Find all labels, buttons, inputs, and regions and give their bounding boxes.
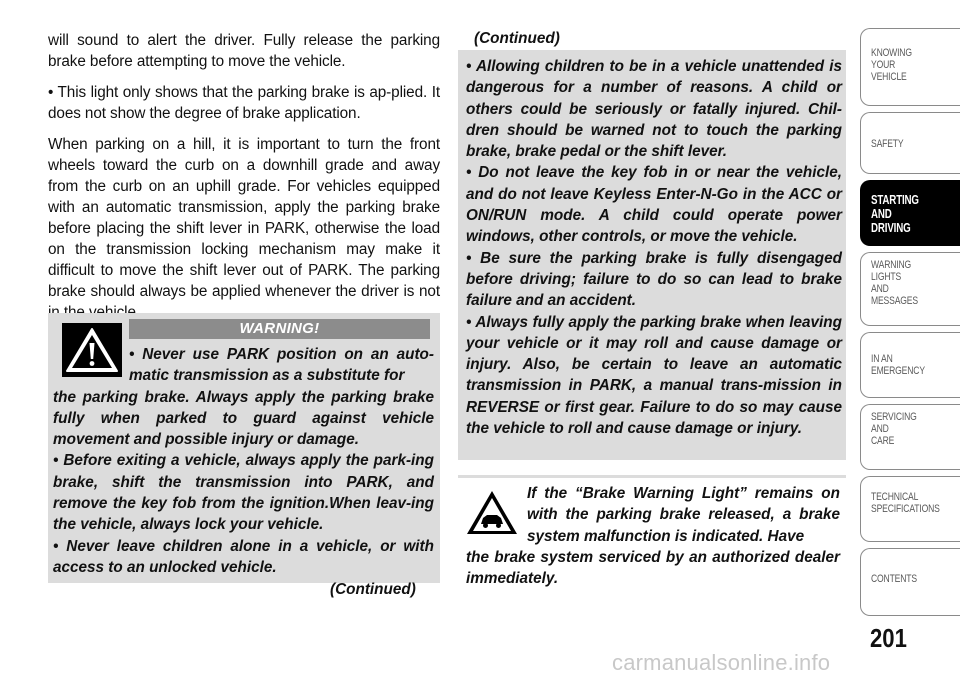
warning-continued-text xyxy=(466,56,842,439)
page-number: 201 xyxy=(870,623,907,653)
tab-in-an-emergency[interactable] xyxy=(860,332,960,398)
tab-label: CONTENTS xyxy=(871,573,917,585)
warning-item: • Never leave children alone in a vehicle, or with access to an unlocked vehicle. xyxy=(53,537,434,576)
tab-warning-lights-and-messages[interactable] xyxy=(860,252,960,326)
warning-title: WARNING! xyxy=(239,320,320,337)
tab-safety[interactable] xyxy=(860,112,960,174)
tab-label: SERVICING AND CARE xyxy=(871,411,917,447)
tab-label: STARTING AND DRIVING xyxy=(871,193,919,235)
continued-label: (Continued) xyxy=(330,581,416,598)
tab-label: TECHNICAL SPECIFICATIONS xyxy=(871,491,940,515)
warning-item: • Always fully apply the parking brake when leaving your vehicle or it may roll and cause damage or injury. Also, be certain to leave an automatic transmission in PARK, a manual trans-mission in REVERSE or first gear. Failure to do so may cause the vehicle to roll and cause damage or injury. xyxy=(466,313,842,438)
tab-label: WARNING LIGHTS AND MESSAGES xyxy=(871,259,918,307)
warning-item: • Before exiting a vehicle, always apply the park-ing brake, shift the transmission into PARK, and remove the key fob from the ignition.When leav-ing the vehicle, always lock your vehicle. xyxy=(53,452,434,534)
tab-label: IN AN EMERGENCY xyxy=(871,353,925,377)
tab-label: SAFETY xyxy=(871,138,904,150)
continued-header: (Continued) xyxy=(474,30,560,47)
paragraph: When parking on a hill, it is important to turn the front wheels toward the curb on a downhill grade and away from the curb on an uphill grade. For vehicles equipped with an automatic transmission, apply the parking brake before placing the shift lever in PARK, otherwise the load on the transmission locking mechanism may make it difficult to move the shift lever out of PARK. The parking brake should always be applied whenever the driver is not xyxy=(48,136,440,300)
tab-knowing-your-vehicle[interactable] xyxy=(860,28,960,106)
chapter-tabs xyxy=(860,28,960,620)
warning-item: • Never use PARK position on an auto-matic transmission as a substitute for xyxy=(129,346,434,385)
warning-text xyxy=(48,344,434,578)
warning-item: • Allowing children to be in a vehicle unattended is dangerous for a number of reasons. A child or others could be seriously or fatally injured. Chil-dren should be warned not to touch the parking brake, brake pedal or the shift lever. xyxy=(466,58,842,161)
note-text: If the “Brake Warning Light” remains on with the parking brake released, a brake system malfunction is indicated. Have xyxy=(527,485,840,545)
paragraph: • This light only shows that the parking brake is ap-plied. It does not show the degree of brake application. xyxy=(48,84,440,122)
section-divider xyxy=(458,475,846,478)
left-column xyxy=(48,30,440,333)
tab-servicing-and-care[interactable] xyxy=(860,404,960,470)
warning-item: • Be sure the parking brake is fully disengaged before driving; failure to do so can lead to brake failure and an accident. xyxy=(466,249,842,310)
warning-item: the parking brake. Always apply the parking brake fully when parked to guard against vehicle movement and possible injury or damage. xyxy=(53,388,434,449)
watermark[interactable]: carmanualsonline.info xyxy=(612,650,831,675)
brake-warning-note xyxy=(466,483,840,589)
tab-contents[interactable] xyxy=(860,548,960,616)
tab-starting-and-driving[interactable] xyxy=(860,180,960,246)
tab-label: KNOWING YOUR VEHICLE xyxy=(871,47,912,83)
tab-technical-specifications[interactable] xyxy=(860,476,960,542)
warning-item: • Do not leave the key fob in or near the vehicle, and do not leave Keyless Enter-N-Go in the ACC or ON/RUN mode. A child could operate power windows, other controls, or move the vehicle. xyxy=(466,164,842,246)
note-text: the brake system serviced by an authorized dealer immediately. xyxy=(466,548,840,588)
paragraph: will sound to alert the driver. Fully release the parking brake before attempting to move the vehicle. xyxy=(48,32,440,70)
